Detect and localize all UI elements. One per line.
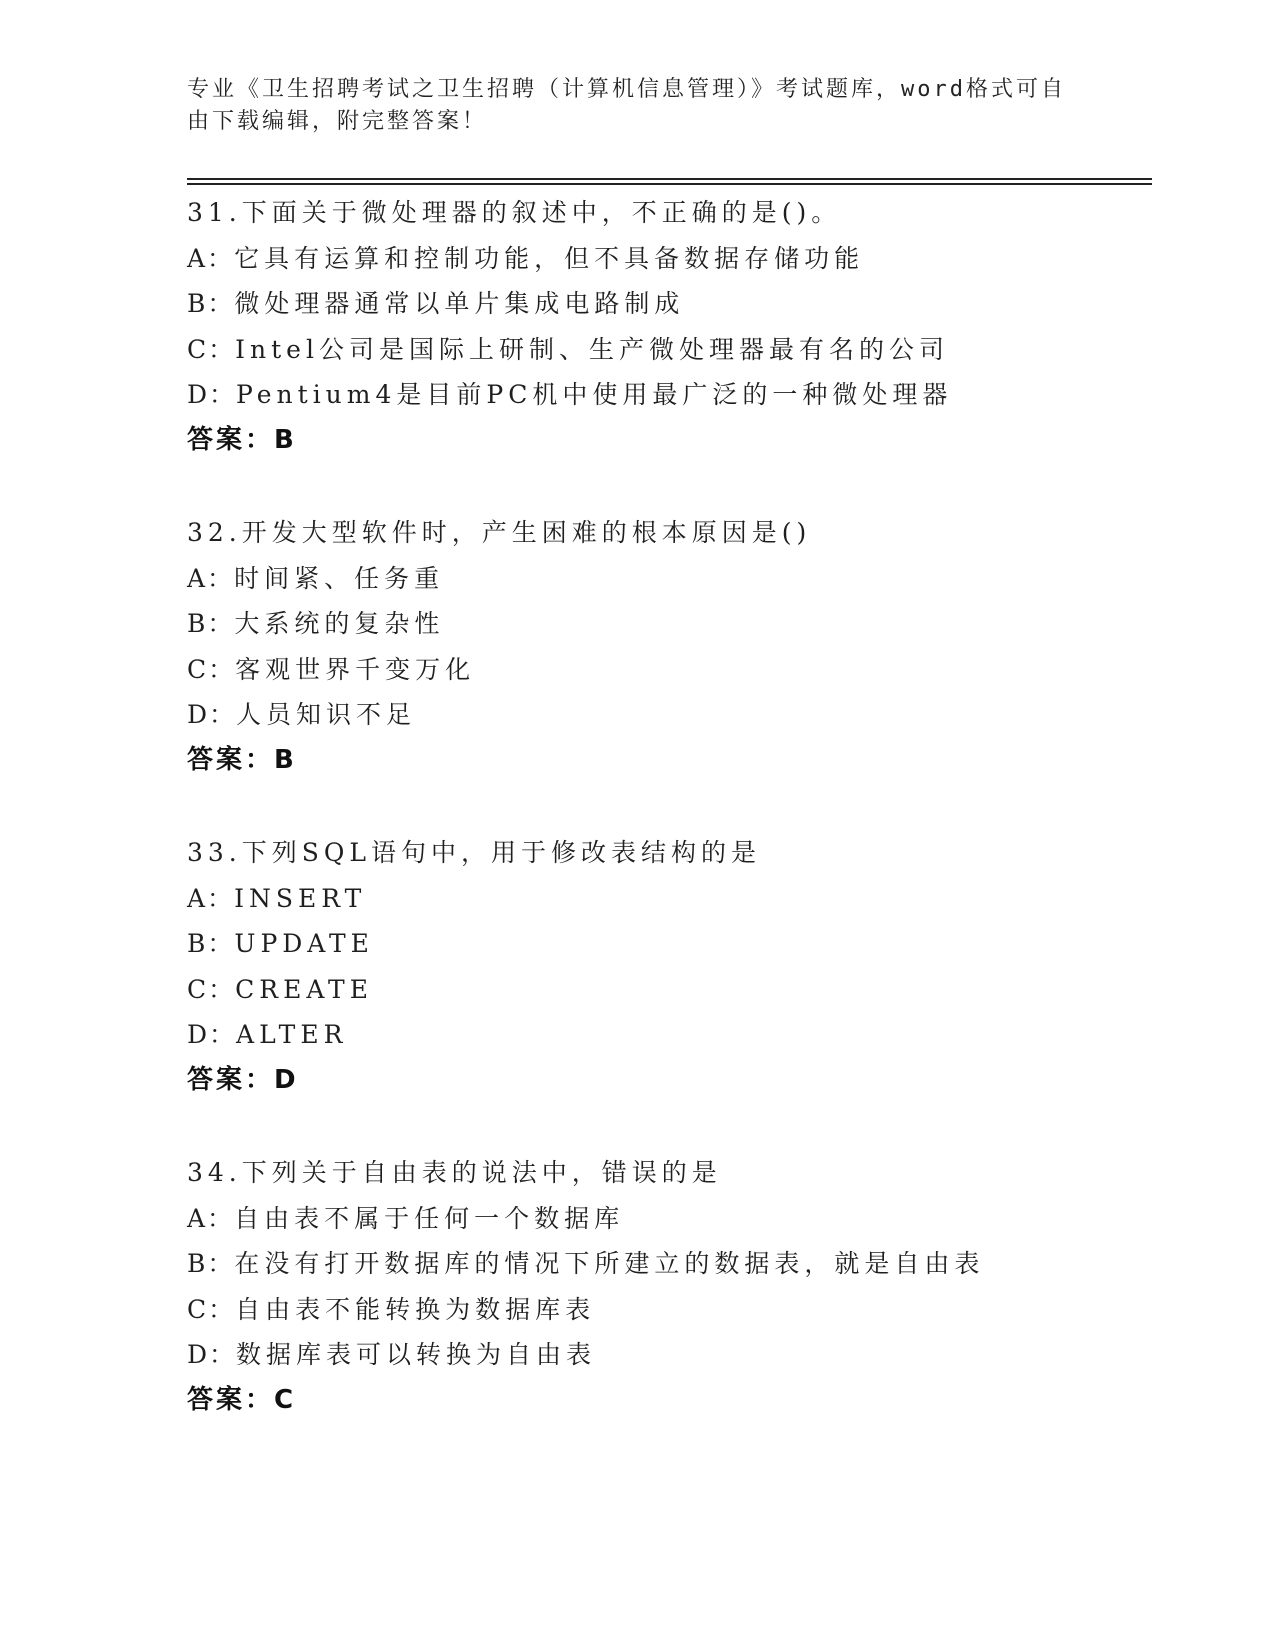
option-letter: B： [187, 929, 235, 958]
option-letter: C： [187, 654, 236, 684]
option-text: ALTER [236, 1020, 348, 1049]
option-letter: A： [187, 883, 235, 913]
option-letter: A： [187, 243, 235, 273]
question-31 [187, 190, 1187, 463]
question-33 [187, 830, 1187, 1103]
option-a [187, 1196, 1187, 1242]
question-list [187, 190, 1187, 1470]
question-stem: 32.开发大型软件时，产生困难的根本原因是() [187, 518, 812, 547]
option-text: UPDATE [234, 929, 374, 958]
option-text: 它具有运算和控制功能，但不具备数据存储功能 [234, 243, 865, 273]
option-text: Pentium4是目前PC机中使用最广泛的一种微处理器 [236, 380, 953, 409]
option-letter: D： [187, 1020, 237, 1049]
option-text: 微处理器通常以单片集成电路制成 [234, 289, 685, 318]
option-letter: D： [187, 1340, 237, 1369]
header-line-1: 专业《卫生招聘考试之卫生招聘（计算机信息管理）》考试题库，word格式可自 [187, 77, 1066, 102]
option-text: Intel公司是国际上研制、生产微处理器最有名的公司 [235, 334, 949, 364]
option-letter: C： [187, 334, 236, 364]
question-stem: 33.下列SQL语句中，用于修改表结构的是 [187, 838, 761, 867]
option-letter: A： [187, 563, 235, 593]
option-letter: C： [187, 1294, 236, 1324]
question-stem: 31.下面关于微处理器的叙述中，不正确的是()。 [187, 198, 842, 227]
option-text: CREATE [235, 974, 373, 1004]
document-header [187, 74, 1067, 138]
option-b [187, 1241, 1187, 1287]
option-d [187, 1332, 1187, 1378]
option-text: 在没有打开数据库的情况下所建立的数据表，就是自由表 [234, 1249, 985, 1278]
option-c [187, 1287, 1187, 1333]
option-text: 人员知识不足 [236, 700, 417, 729]
option-a [187, 236, 1187, 282]
header-divider-bottom [187, 183, 1152, 185]
option-text: 自由表不属于任何一个数据库 [234, 1203, 625, 1233]
option-letter: B： [187, 289, 235, 318]
header-divider-top [187, 178, 1152, 180]
option-letter: B： [187, 609, 235, 638]
answer-line: 答案：C [187, 1384, 297, 1415]
header-line-2: 由下载编辑，附完整答案！ [187, 109, 488, 134]
option-d [187, 692, 1187, 738]
option-text: 客观世界千变万化 [235, 654, 476, 684]
option-letter: D： [187, 380, 237, 409]
question-34 [187, 1150, 1187, 1423]
option-b [187, 281, 1187, 327]
option-letter: B： [187, 1249, 235, 1278]
option-text: INSERT [234, 883, 367, 913]
option-d [187, 1012, 1187, 1058]
question-stem: 34.下列关于自由表的说法中，错误的是 [187, 1158, 722, 1187]
answer-line: 答案：B [187, 424, 297, 455]
option-text: 大系统的复杂性 [234, 609, 445, 638]
option-letter: C： [187, 974, 236, 1004]
answer-line: 答案：D [187, 1064, 299, 1095]
answer-line: 答案：B [187, 744, 297, 775]
option-text: 时间紧、任务重 [234, 563, 445, 593]
option-a [187, 876, 1187, 922]
option-a [187, 556, 1187, 602]
option-c [187, 647, 1187, 693]
option-c [187, 327, 1187, 373]
option-text: 数据库表可以转换为自由表 [236, 1340, 597, 1369]
option-b [187, 921, 1187, 967]
option-letter: A： [187, 1203, 235, 1233]
option-b [187, 601, 1187, 647]
option-letter: D： [187, 700, 237, 729]
option-c [187, 967, 1187, 1013]
option-text: 自由表不能转换为数据库表 [235, 1294, 596, 1324]
option-d [187, 372, 1187, 418]
question-32 [187, 510, 1187, 783]
